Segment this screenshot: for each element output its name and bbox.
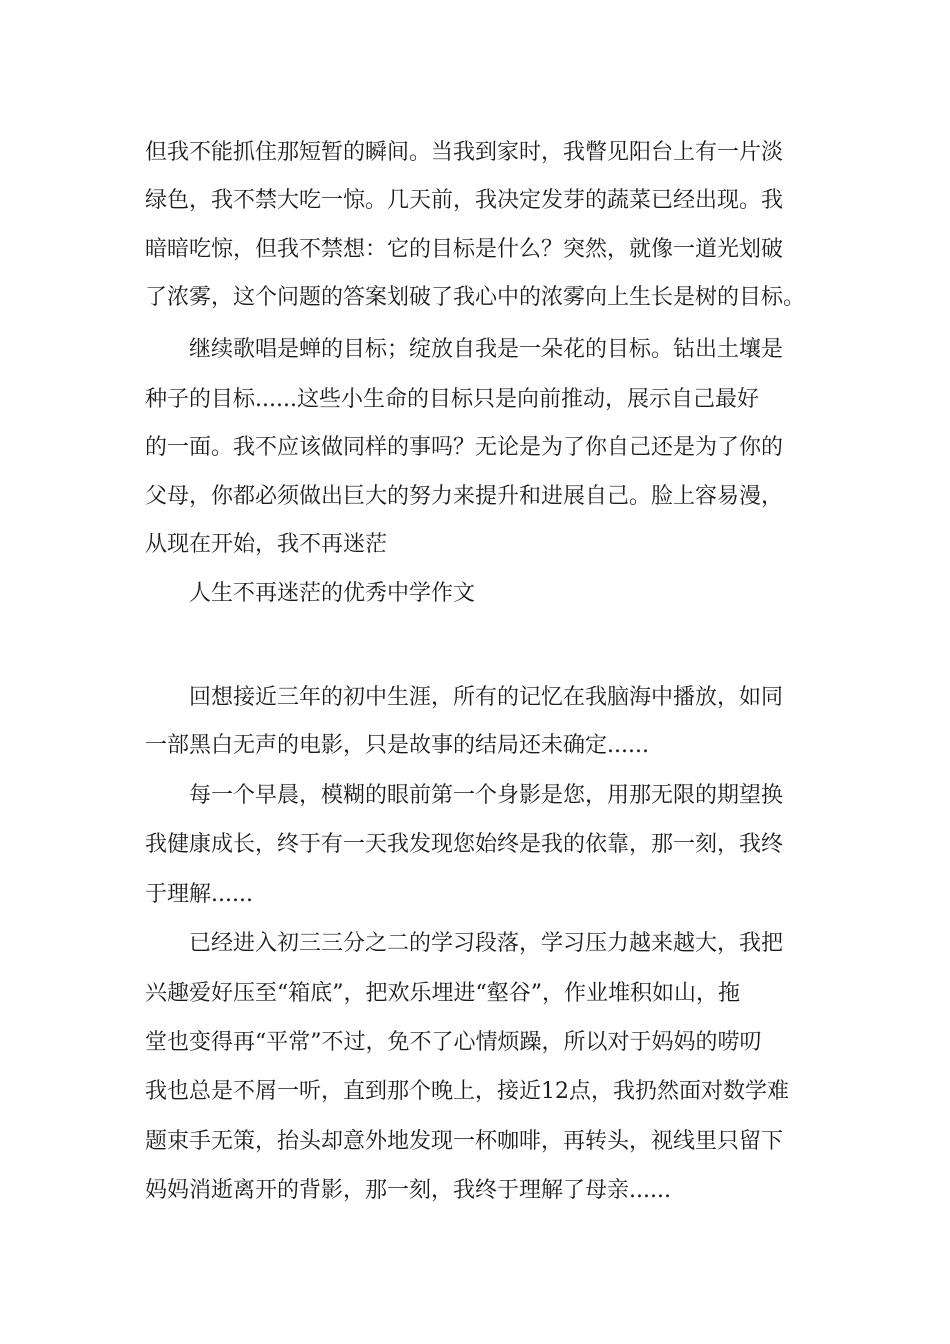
text-line <box>0 278 950 318</box>
text-line <box>0 230 950 270</box>
text-line <box>0 1122 950 1162</box>
text-line-content: 我也总是不屑一听，直到那个晚上，接近12点，我扔然面对数学难 <box>145 1079 789 1104</box>
text-line <box>0 330 950 370</box>
text-line <box>0 974 950 1014</box>
text-line <box>0 1023 950 1063</box>
text-line <box>0 776 950 816</box>
text-line-content: 回想接近三年的初中生涯，所有的记忆在我脑海中播放，如同 <box>189 685 784 710</box>
text-line <box>0 574 950 614</box>
text-line-content: 继续歌唱是蝉的目标；绽放自我是一朵花的目标。钻出土壤是 <box>189 337 784 362</box>
text-line <box>0 825 950 865</box>
text-line-content: 了浓雾，这个问题的答案划破了我心中的浓雾向上生长是树的目标。 <box>145 285 806 310</box>
text-line-content: 堂也变得再“平常”不过，免不了心情烦躁，所以对于妈妈的唠叨 <box>145 1030 762 1055</box>
text-line-content: 妈妈消逝离开的背影，那一刻，我终于理解了母亲...... <box>145 1178 671 1203</box>
text-line-content: 已经进入初三三分之二的学习段落，学习压力越来越大，我把 <box>189 931 784 956</box>
text-line-content: 种子的目标......这些小生命的目标只是向前推动，展示自己最好 <box>145 387 759 412</box>
text-line-content: 于理解...... <box>145 882 253 907</box>
text-line-content: 但我不能抓住那短暂的瞬间。当我到家时，我瞥见阳台上有一片淡 <box>145 140 784 165</box>
text-line <box>0 678 950 718</box>
text-line <box>0 1171 950 1211</box>
text-line-content: 我健康成长，终于有一天我发现您始终是我的依靠，那一刻，我终 <box>145 832 784 857</box>
text-line <box>0 875 950 915</box>
text-line-content: 暗暗吃惊，但我不禁想：它的目标是什么？突然，就像一道光划破 <box>145 237 784 262</box>
text-line <box>0 133 950 173</box>
text-line-content: 从现在开始，我不再迷茫 <box>145 532 388 557</box>
text-line <box>0 428 950 468</box>
text-line <box>0 181 950 221</box>
text-line-content: 题束手无策，抬头却意外地发现一杯咖啡，再转头，视线里只留下 <box>145 1129 784 1154</box>
text-line-content: 的一面。我不应该做同样的事吗？无论是为了你自己还是为了你的 <box>145 435 784 460</box>
text-line-content: 一部黑白无声的电影，只是故事的结局还未确定...... <box>145 733 649 758</box>
text-line <box>0 1072 950 1112</box>
text-line-content: 人生不再迷茫的优秀中学作文 <box>189 581 476 606</box>
text-line-content: 兴趣爱好压至“箱底”，把欢乐埋进“壑谷”，作业堆积如山，拖 <box>145 981 740 1006</box>
text-line <box>0 477 950 517</box>
text-line <box>0 525 950 565</box>
text-line-content: 绿色，我不禁大吃一惊。几天前，我决定发芽的蔬菜已经出现。我 <box>145 188 784 213</box>
text-line-content: 父母，你都必须做出巨大的努力来提升和进展自己。脸上容易漫， <box>145 484 784 509</box>
text-line <box>0 726 950 766</box>
text-line <box>0 924 950 964</box>
text-line <box>0 380 950 420</box>
text-line-content: 每一个早晨，模糊的眼前第一个身影是您，用那无限的期望换 <box>189 783 784 808</box>
